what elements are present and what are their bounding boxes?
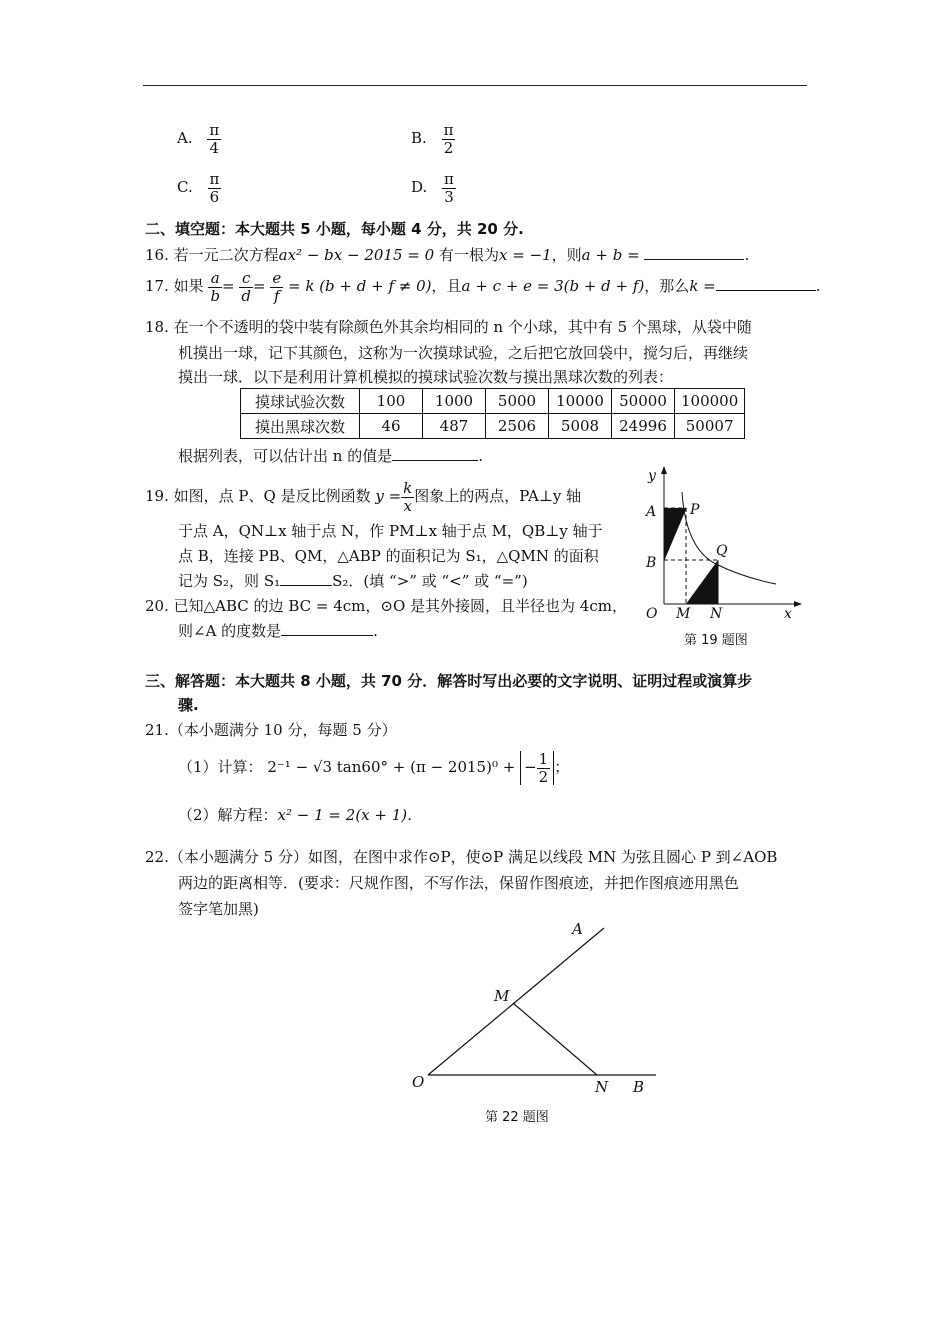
label-y: y — [648, 468, 656, 484]
option-b: B. $\frac{\pi}{2}$ — [411, 121, 454, 157]
question-18-line-2: 机摸出一球，记下其颜色，这称为一次摸球试验，之后把它放回袋中，搅匀后，再继续 — [178, 344, 749, 362]
fraction-e-f: $\frac{e}{f}$ — [272, 269, 282, 305]
figure-19 — [636, 462, 806, 652]
question-22-line-2: 两边的距离相等．(要求：尺规作图，不写作法，保留作图痕迹，并把作图痕迹用黑色 — [178, 874, 739, 892]
label-n: N — [710, 606, 723, 622]
table-row: 摸出黑球次数 46 487 2506 5008 24996 50007 — [241, 414, 745, 439]
option-d: D. $\frac{\pi}{3}$ — [411, 170, 454, 206]
section-3-heading: 三、解答题：本大题共 8 小题，共 70 分．解答时写出必要的文字说明、证明过程或演算步 — [145, 672, 753, 690]
question-19: 19. 如图，点 P、Q 是反比例函数 y = $\frac{k}{x}$ 图象上的两点，PA⊥y 轴 — [145, 479, 582, 515]
header-rule — [143, 85, 807, 86]
question-17: 17. 如果 $\frac{a}{b}$ = $\frac{c}{d}$ = $\frac{e}{f}$ = k (b + d + f ≠ 0)，且a + c + e = 3(b + d + f)，那么k = . — [145, 269, 821, 305]
x-arrow — [794, 601, 802, 607]
option-a: A. $\frac{\pi}{4}$ — [177, 121, 220, 157]
label-p: P — [690, 502, 700, 518]
question-21: 21.（本小题满分 10 分，每题 5 分） — [145, 721, 397, 739]
answer-blank-19 — [280, 571, 332, 586]
question-16: 16. 若一元二次方程ax² − bx − 2015 = 0 有一根为x = −1，则a + b = . — [145, 246, 750, 264]
table-row: 摸球试验次数 100 1000 5000 10000 50000 100000 — [241, 389, 745, 414]
label-a: A — [572, 920, 583, 938]
section-3-heading-cont: 骤. — [178, 696, 199, 714]
figure-22-caption: 第 22 题图 — [485, 1110, 549, 1125]
label-n: N — [595, 1078, 609, 1096]
label-m: M — [676, 606, 691, 622]
label-o: O — [412, 1073, 425, 1091]
question-21-part-1: （1）计算： 2⁻¹ − √3 tan60° + (π − 2015)⁰ + − $\frac{1}{2}$ ； — [178, 750, 570, 786]
option-c: C. $\frac{\pi}{6}$ — [177, 170, 220, 206]
question-20-line-2: 则∠A 的度数是 . — [178, 622, 378, 640]
option-b-fraction: $\frac{\pi}{2}$ — [443, 121, 454, 157]
fraction-k-x: $\frac{k}{x}$ — [403, 479, 413, 515]
answer-blank-17 — [716, 276, 816, 291]
option-a-fraction: $\frac{\pi}{4}$ — [209, 121, 220, 157]
section-2-heading: 二、填空题：本大题共 5 小题，每小题 4 分，共 20 分. — [145, 220, 524, 238]
answer-blank-16 — [644, 245, 744, 260]
fraction-one-half: $\frac{1}{2}$ — [538, 750, 549, 786]
option-c-fraction: $\frac{\pi}{6}$ — [209, 170, 220, 206]
question-18-answer-line: 根据列表，可以估计出 n 的值是 . — [178, 447, 483, 465]
segment-mn — [513, 1003, 597, 1075]
question-21-part-2: （2）解方程：x² − 1 = 2(x + 1)． — [178, 806, 423, 824]
question-20: 20. 已知△ABC 的边 BC = 4cm，⊙O 是其外接圆，且半径也为 4cm， — [145, 597, 627, 615]
label-x: x — [784, 606, 792, 622]
label-o: O — [646, 606, 658, 622]
triangle-qmn — [686, 560, 718, 604]
question-22: 22.（本小题满分 5 分）如图，在图中求作⊙P，使⊙P 满足以线段 MN 为弦且圆心 P 到∠AOB — [145, 848, 778, 866]
label-b: B — [633, 1078, 645, 1096]
label-q: Q — [716, 543, 728, 559]
figure-22 — [400, 918, 680, 1133]
absolute-value: − $\frac{1}{2}$ — [520, 751, 554, 785]
fraction-c-d: $\frac{c}{d}$ — [241, 269, 251, 305]
y-arrow — [661, 466, 667, 474]
label-b: B — [646, 555, 657, 571]
question-18: 18. 在一个不透明的袋中装有除颜色外其余均相同的 n 个小球，其中有 5 个黑球，从袋中随 — [145, 318, 752, 336]
answer-blank-18 — [392, 446, 478, 461]
figure-19-caption: 第 19 题图 — [684, 633, 748, 648]
label-a: A — [646, 504, 657, 520]
answer-blank-20 — [281, 621, 373, 636]
fraction-a-b: $\frac{a}{b}$ — [210, 269, 221, 305]
trial-table — [240, 388, 745, 439]
question-19-line-2: 于点 A，QN⊥x 轴于点 N，作 PM⊥x 轴于点 M，QB⊥y 轴于 — [178, 522, 603, 540]
option-d-fraction: $\frac{\pi}{3}$ — [444, 170, 454, 206]
question-18-line-3: 摸出一球．以下是利用计算机模拟的摸球试验次数与摸出黑球次数的列表： — [178, 368, 674, 386]
question-22-line-3: 签字笔加黑) — [178, 900, 259, 918]
question-19-line-4: 记为 S₂，则 S₁ S₂．(填 “>” 或 “<” 或 “=”) — [178, 572, 528, 590]
question-19-line-3: 点 B，连接 PB、QM，△ABP 的面积记为 S₁，△QMN 的面积 — [178, 547, 599, 565]
ray-oa — [428, 928, 604, 1075]
label-m: M — [494, 987, 510, 1005]
